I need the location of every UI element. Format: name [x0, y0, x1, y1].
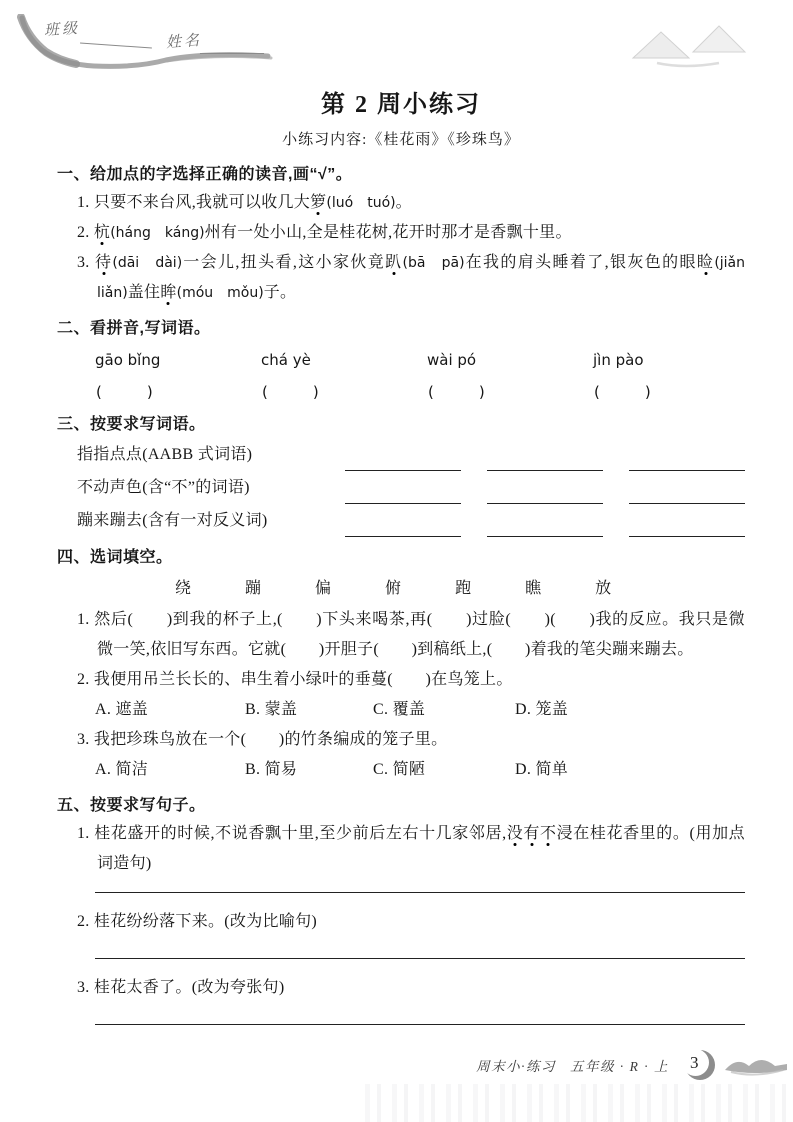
answer-parens[interactable]: ( ) — [262, 383, 319, 401]
footer-mountains-icon — [725, 1052, 789, 1078]
answer-line[interactable] — [95, 1011, 745, 1025]
choice-option[interactable]: A. 遮盖 — [95, 701, 149, 718]
pinyin-word: wài pó — [427, 351, 477, 369]
answer-parens-row — [95, 381, 745, 404]
question-1-1: 1. 只要不来台风,我就可以收几大箩(luó tuó)。 — [77, 194, 412, 211]
pinyin-word: gāo bǐng — [95, 351, 161, 369]
section4-heading: 四、选词填空。 — [57, 549, 173, 566]
class-label: 班级 — [43, 20, 81, 40]
name-label: 姓名 — [165, 32, 203, 52]
word-bank-item: 蹦 — [245, 580, 262, 597]
pinyin-row — [95, 349, 745, 372]
answer-blank[interactable] — [629, 477, 745, 504]
choice-option[interactable]: C. 简陋 — [373, 761, 426, 778]
word-task-label: 不动声色(含“不”的词语) — [77, 479, 250, 496]
answer-blank[interactable] — [487, 510, 603, 537]
word-bank-item: 绕 — [175, 580, 192, 597]
answer-blank[interactable] — [487, 477, 603, 504]
choice-option[interactable]: D. 简单 — [515, 761, 569, 778]
word-bank-item: 俯 — [385, 580, 402, 597]
choice-option[interactable]: C. 覆盖 — [373, 701, 426, 718]
question-1-2: 2. 杭(háng káng)州有一处小山,全是桂花树,花开时那才是香飘十里。 — [77, 224, 572, 241]
footer-edition-label: 五年级 · R · 上 — [570, 1059, 669, 1074]
question-1-3: 3. 待(dāi dài)一会儿,扭头看,这小家伙竟趴(bā pā)在我的肩头睡着了,银灰色的眼睑(jiǎn liǎn)盖住眸(móu mǒu)子。 — [77, 254, 760, 301]
answer-line[interactable] — [95, 879, 745, 893]
answer-parens[interactable]: ( ) — [428, 383, 485, 401]
word-task-row — [77, 504, 745, 537]
section5-heading: 五、按要求写句子。 — [57, 797, 206, 814]
blanks-group — [345, 471, 745, 504]
page-subtitle: 小练习内容:《桂花雨》《珍珠鸟》 — [282, 132, 520, 148]
word-task-label: 指指点点(AABB 式词语) — [77, 446, 253, 463]
answer-blank[interactable] — [345, 510, 461, 537]
page-footer — [476, 1048, 789, 1082]
word-bank — [175, 576, 745, 602]
section3-heading: 三、按要求写词语。 — [57, 416, 206, 433]
blanks-group — [345, 504, 745, 537]
page-number: 3 — [690, 1053, 699, 1072]
question-4-1: 1. 然后( )到我的杯子上,( )下头来喝茶,再( )过脸( )( )我的反应。我只是微微一笑,依旧写东西。它就( )开胆子( )到稿纸上,( )着我的笔尖蹦来蹦去。 — [77, 611, 745, 658]
pinyin-word: chá yè — [261, 351, 311, 369]
section1-heading: 一、给加点的字选择正确的读音,画“√”。 — [57, 166, 353, 183]
question-4-3: 3. 我把珍珠鸟放在一个( )的竹条编成的笼子里。 — [77, 731, 448, 748]
choices-row — [95, 695, 745, 725]
answer-parens[interactable]: ( ) — [96, 383, 153, 401]
crescent-moon-icon — [683, 1048, 717, 1082]
question-4-2: 2. 我便用吊兰长长的、串生着小绿叶的垂蔓( )在鸟笼上。 — [77, 671, 513, 688]
word-bank-item: 放 — [595, 580, 612, 597]
question-5-1: 1. 桂花盛开的时候,不说香飘十里,至少前后左右十几家邻居,没有不浸在桂花香里的。(用加点词造句) — [77, 825, 745, 872]
choice-option[interactable]: B. 简易 — [245, 761, 298, 778]
word-task-row — [77, 438, 745, 471]
word-bank-item: 瞧 — [525, 580, 542, 597]
word-task-label: 蹦来蹦去(含有一对反义词) — [77, 512, 268, 529]
answer-blank[interactable] — [345, 477, 461, 504]
answer-blank[interactable] — [629, 444, 745, 471]
choices-row — [95, 755, 745, 785]
choice-option[interactable]: A. 简洁 — [95, 761, 149, 778]
question-5-3: 3. 桂花太香了。(改为夸张句) — [77, 979, 285, 996]
answer-parens[interactable]: ( ) — [594, 383, 651, 401]
page-number-badge — [683, 1048, 717, 1082]
answer-blank[interactable] — [345, 444, 461, 471]
word-task-row — [77, 471, 745, 504]
pinyin-word: jìn pào — [593, 351, 644, 369]
question-5-2: 2. 桂花纷纷落下来。(改为比喻句) — [77, 913, 318, 930]
blanks-group — [345, 438, 745, 471]
answer-blank[interactable] — [629, 510, 745, 537]
worksheet-content — [57, 0, 760, 1025]
answer-blank[interactable] — [487, 444, 603, 471]
section2-heading: 二、看拼音,写词语。 — [57, 320, 211, 337]
barcode-strip — [365, 1084, 793, 1122]
word-bank-item: 跑 — [455, 580, 472, 597]
choice-option[interactable]: D. 笼盖 — [515, 701, 569, 718]
page-title: 第 2 周小练习 — [321, 92, 481, 118]
word-bank-item: 偏 — [315, 580, 332, 597]
choice-option[interactable]: B. 蒙盖 — [245, 701, 298, 718]
answer-line[interactable] — [95, 945, 745, 959]
footer-series-label: 周末小·练习 — [476, 1059, 556, 1074]
